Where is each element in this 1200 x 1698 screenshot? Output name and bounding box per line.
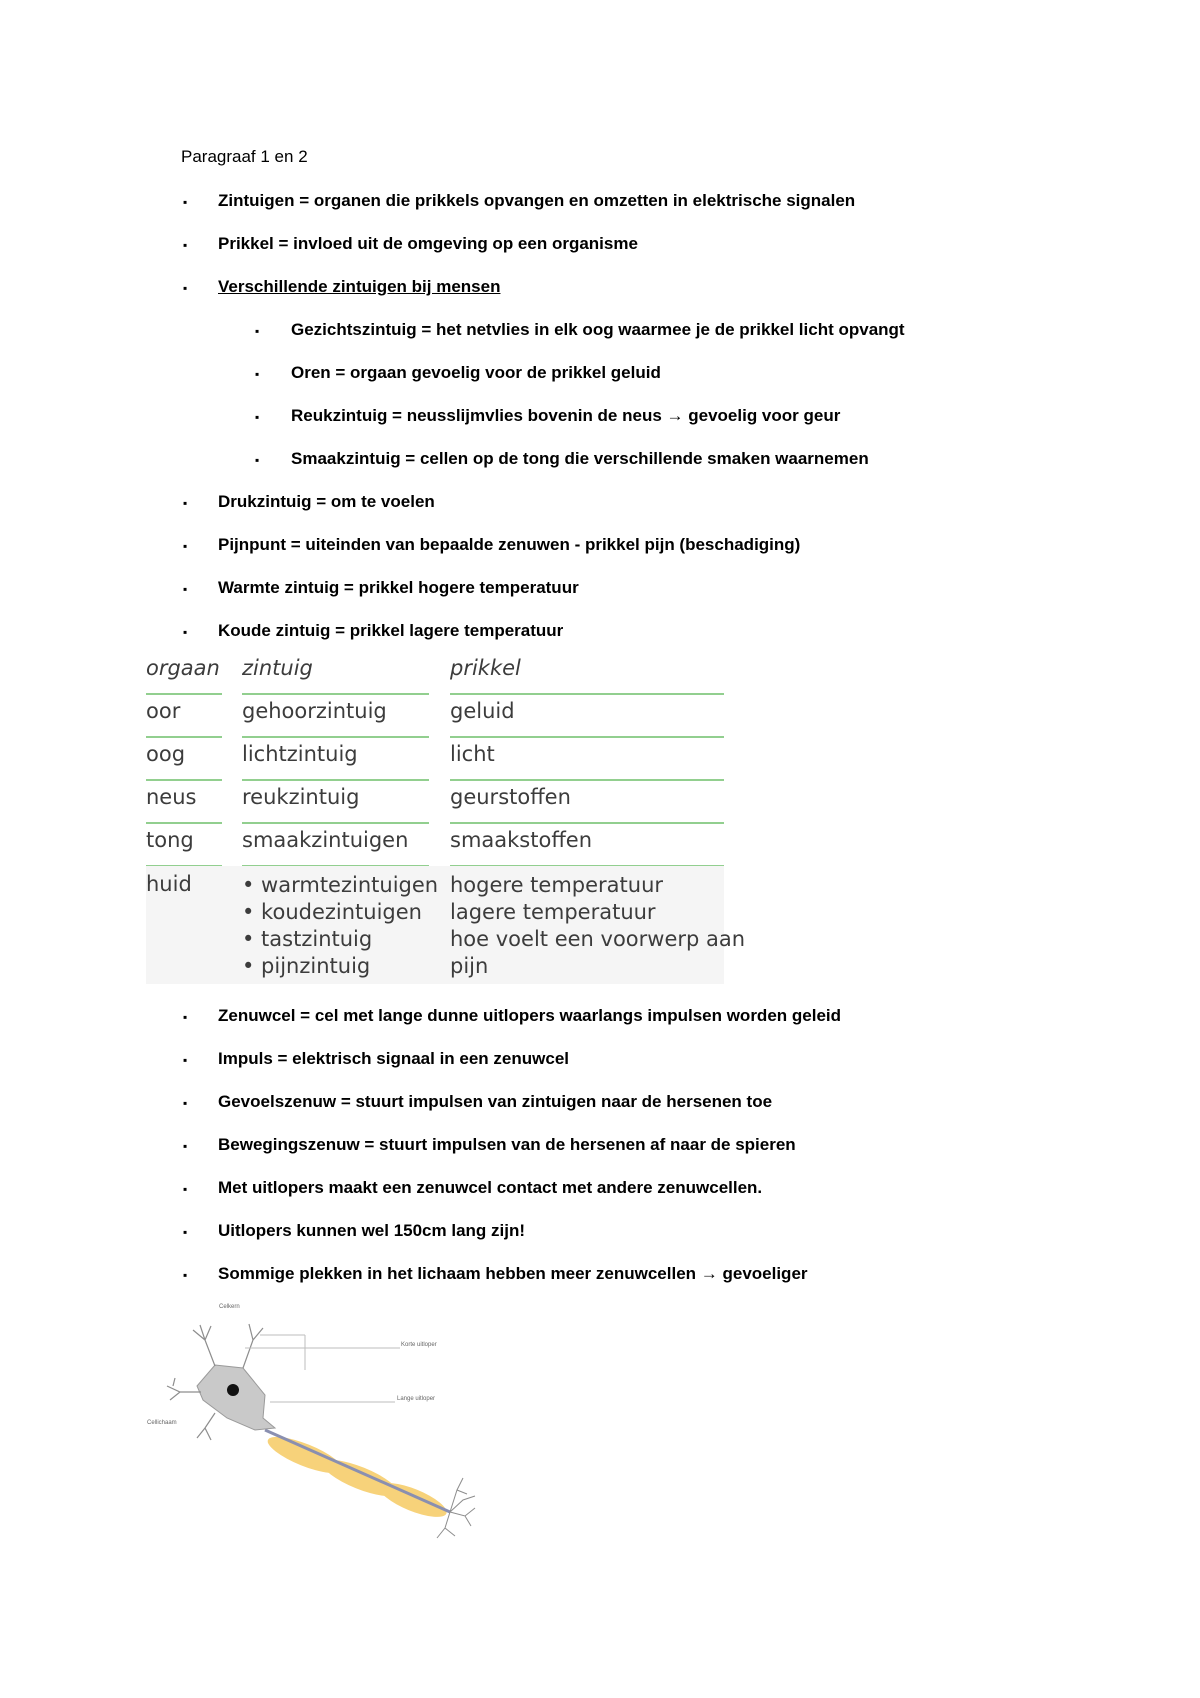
label-lines bbox=[245, 1335, 400, 1402]
skin-stimulus-4: pijn bbox=[450, 954, 489, 978]
table-header-organ: orgaan bbox=[146, 656, 220, 680]
neuron-illustration bbox=[145, 1300, 490, 1540]
table-cell-sense: lichtzintuig bbox=[242, 742, 358, 766]
table-cell-stimulus: smaakstoffen bbox=[450, 828, 593, 852]
table-rule bbox=[242, 736, 429, 738]
table-cell-organ: neus bbox=[146, 785, 197, 809]
bullet-icon: ▪ bbox=[183, 281, 188, 295]
list-item bbox=[183, 1178, 763, 1198]
table-cell-sense: smaakzintuigen bbox=[242, 828, 409, 852]
list-item-text: Koude zintuig = prikkel lagere temperatuur bbox=[218, 621, 564, 640]
list-item bbox=[183, 578, 579, 598]
table-rule bbox=[450, 779, 724, 781]
list-item-text: Uitlopers kunnen wel 150cm lang zijn! bbox=[218, 1221, 526, 1240]
bullet-icon: ▪ bbox=[255, 410, 260, 424]
table-rule bbox=[242, 693, 429, 695]
skin-sense-1: • warmtezintuigen bbox=[242, 873, 439, 897]
list-item bbox=[255, 320, 905, 340]
table-cell-organ: oog bbox=[146, 742, 186, 766]
list-item bbox=[255, 449, 869, 469]
table-cell-organ-skin: huid bbox=[146, 872, 192, 896]
skin-sense-2: • koudezintuigen bbox=[242, 900, 422, 924]
table-header-stimulus: prikkel bbox=[450, 656, 521, 680]
bullet-icon: ▪ bbox=[183, 582, 188, 596]
list-item-text: Warmte zintuig = prikkel hogere temperatuur bbox=[218, 578, 579, 597]
bullet-icon: ▪ bbox=[183, 1010, 188, 1024]
table-rule bbox=[242, 822, 429, 824]
table-cell-senses-skin bbox=[242, 872, 438, 980]
bullet-icon: ▪ bbox=[183, 1268, 188, 1282]
label-long-process: Lange uitloper bbox=[397, 1396, 436, 1402]
myelin-sheath bbox=[264, 1430, 451, 1524]
table-cell-stimuli-skin bbox=[450, 872, 745, 980]
axon-line bbox=[265, 1430, 450, 1512]
list-item-text: Met uitlopers maakt een zenuwcel contact met andere zenuwcellen. bbox=[218, 1178, 763, 1197]
bullet-icon: ▪ bbox=[255, 453, 260, 467]
list-item-text: Impuls = elektrisch signaal in een zenuwcel bbox=[218, 1049, 569, 1068]
cell-body bbox=[197, 1365, 275, 1430]
bullet-icon: ▪ bbox=[183, 1225, 188, 1239]
list-item-text: Oren = orgaan gevoelig voor de prikkel geluid bbox=[291, 363, 661, 382]
table-rule bbox=[450, 822, 724, 824]
page-heading: Paragraaf 1 en 2 bbox=[181, 147, 308, 166]
table-cell-stimulus: geurstoffen bbox=[450, 785, 571, 809]
table-cell-organ: oor bbox=[146, 699, 181, 723]
list-item bbox=[183, 234, 638, 254]
table-cell-sense: gehoorzintuig bbox=[242, 699, 387, 723]
table-rule bbox=[146, 736, 222, 738]
list-item bbox=[183, 1006, 842, 1026]
list-item bbox=[255, 363, 661, 383]
list-item-text: Gevoelszenuw = stuurt impulsen van zintuigen naar de hersenen toe bbox=[218, 1092, 773, 1111]
list-item bbox=[183, 277, 501, 297]
list-item bbox=[183, 1049, 569, 1069]
skin-stimulus-2: lagere temperatuur bbox=[450, 900, 656, 924]
bullet-icon: ▪ bbox=[183, 625, 188, 639]
list-item-text: Prikkel = invloed uit de omgeving op een organisme bbox=[218, 234, 638, 253]
table-rule bbox=[146, 822, 222, 824]
list-item-text: Zenuwcel = cel met lange dunne uitlopers waarlangs impulsen worden geleid bbox=[218, 1006, 842, 1025]
list-item bbox=[183, 191, 856, 211]
list-item-text: Smaakzintuig = cellen op de tong die verschillende smaken waarnemen bbox=[291, 449, 869, 468]
bullet-icon: ▪ bbox=[183, 539, 188, 553]
list-item bbox=[183, 1092, 773, 1112]
table-cell-organ: tong bbox=[146, 828, 194, 852]
list-item-text: Gezichtszintuig = het netvlies in elk oog waarmee je de prikkel licht opvangt bbox=[291, 320, 905, 339]
table-rule bbox=[146, 693, 222, 695]
list-item bbox=[183, 621, 564, 641]
list-item bbox=[183, 535, 801, 555]
senses-table bbox=[146, 650, 746, 985]
list-item-text: Bewegingszenuw = stuurt impulsen van de hersenen af naar de spieren bbox=[218, 1135, 796, 1154]
label-cell-body: Cellichaam bbox=[147, 1420, 177, 1426]
bullet-icon: ▪ bbox=[183, 496, 188, 510]
skin-sense-4: • pijnzintuig bbox=[242, 954, 371, 978]
list-item bbox=[183, 1264, 808, 1284]
bullet-icon: ▪ bbox=[183, 1096, 188, 1110]
skin-stimulus-3: hoe voelt een voorwerp aan bbox=[450, 927, 746, 951]
list-item-text: Pijnpunt = uiteinden van bepaalde zenuwen - prikkel pijn (beschadiging) bbox=[218, 535, 801, 554]
bullet-icon: ▪ bbox=[183, 1182, 188, 1196]
bullet-icon: ▪ bbox=[183, 1053, 188, 1067]
list-item-text: Verschillende zintuigen bij mensen bbox=[218, 277, 501, 296]
skin-sense-3: • tastzintuig bbox=[242, 927, 373, 951]
bullet-icon: ▪ bbox=[183, 1139, 188, 1153]
bullet-icon: ▪ bbox=[183, 238, 188, 252]
list-item bbox=[255, 406, 841, 426]
table-rule bbox=[450, 693, 724, 695]
table-cell-sense: reukzintuig bbox=[242, 785, 360, 809]
table-header-sense: zintuig bbox=[242, 656, 313, 680]
neuron-diagram bbox=[145, 1300, 490, 1540]
table-rule bbox=[146, 779, 222, 781]
list-item bbox=[183, 492, 435, 512]
table-cell-stimulus: licht bbox=[450, 742, 495, 766]
list-item-text: Zintuigen = organen die prikkels opvangen en omzetten in elektrische signalen bbox=[218, 191, 856, 210]
bullet-icon: ▪ bbox=[255, 367, 260, 381]
table-rule bbox=[450, 736, 724, 738]
list-item-text: Drukzintuig = om te voelen bbox=[218, 492, 435, 511]
table-rule bbox=[242, 779, 429, 781]
label-short-process: Korte uitloper bbox=[401, 1342, 437, 1348]
skin-stimulus-1: hogere temperatuur bbox=[450, 873, 664, 897]
bullet-icon: ▪ bbox=[183, 195, 188, 209]
list-item-text: Reukzintuig = neusslijmvlies bovenin de neus → gevoelig voor geur bbox=[291, 406, 841, 425]
list-item bbox=[183, 1221, 526, 1241]
label-nucleus: Celkern bbox=[219, 1304, 240, 1310]
nucleus bbox=[227, 1384, 239, 1396]
list-item bbox=[183, 1135, 796, 1155]
list-item-text: Sommige plekken in het lichaam hebben meer zenuwcellen → gevoeliger bbox=[218, 1264, 808, 1283]
bullet-icon: ▪ bbox=[255, 324, 260, 338]
table-cell-stimulus: geluid bbox=[450, 699, 515, 723]
